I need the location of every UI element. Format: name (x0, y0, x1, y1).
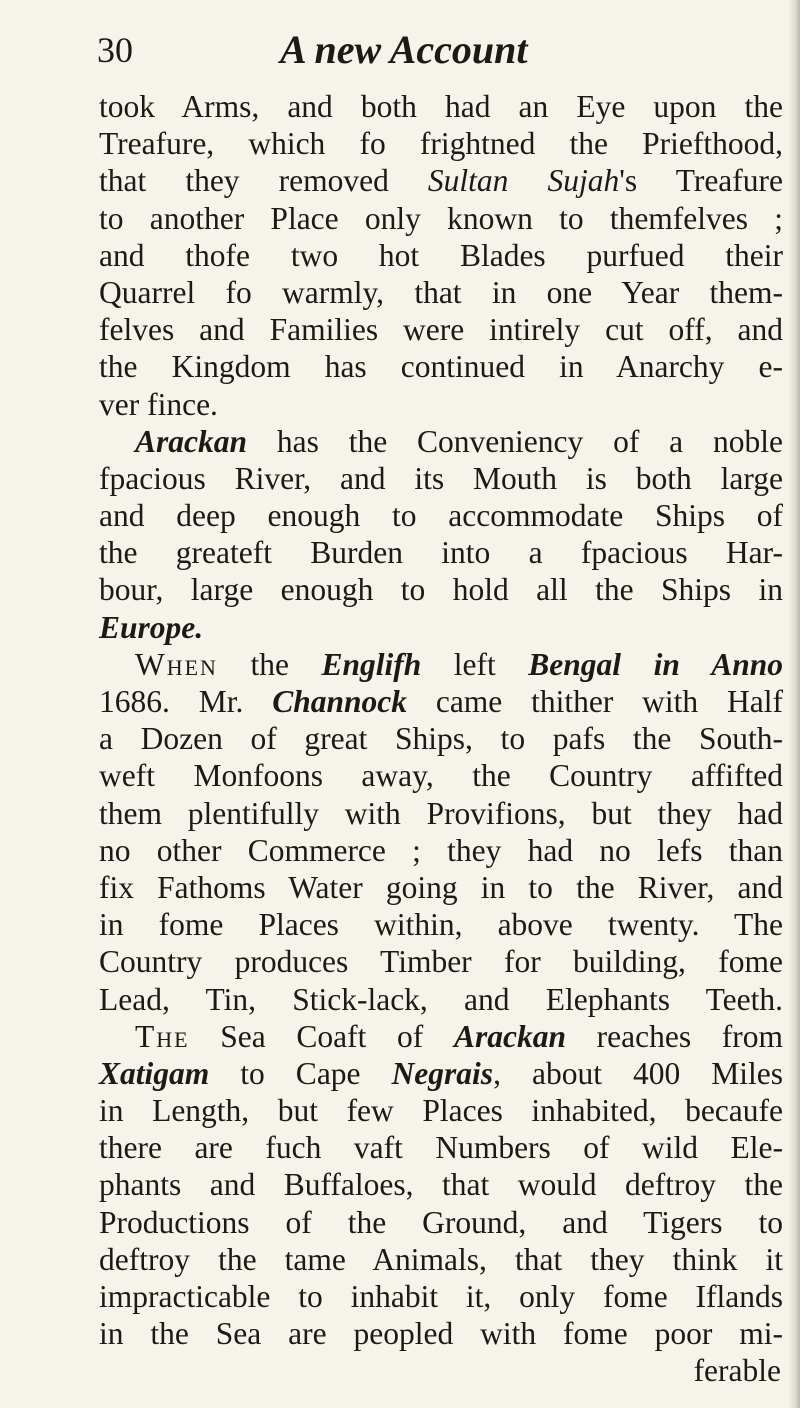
text-line-19: weft Monfoons away, the Country affifted (99, 758, 783, 794)
italic-name: Bengal in Anno (528, 646, 783, 682)
small-caps-word: When (135, 646, 218, 682)
body-text (99, 88, 783, 1390)
text-line-32: deftroy the tame Animals, that they think it (99, 1241, 783, 1277)
text-line-28: in Length, but few Places inhabited, becaufe (99, 1093, 783, 1129)
text-line-23: in fome Places within, above twenty. The (99, 907, 783, 943)
page-header (97, 22, 797, 82)
text-line-25: Lead, Tin, Stick-lack, and Elephants Teeth. (99, 981, 783, 1017)
text-line-3: that they removed Sultan Sujah's Treafure (99, 163, 783, 199)
text-line-15 (99, 609, 783, 646)
text-line-16: When the Englifh left Bengal in Anno (135, 646, 783, 682)
text-line-18: a Dozen of great Ships, to pafs the South- (99, 721, 783, 757)
text-line-2: Treafure, which fo frightned the Priefthood, (99, 126, 783, 162)
text-line-5: and thofe two hot Blades purfued their (99, 237, 783, 273)
text-line-20: them plentifully with Provifions, but they had (99, 795, 783, 831)
text-line-13: the greateft Burden into a fpacious Har- (99, 535, 783, 571)
text-line-30: phants and Buffaloes, that would deftroy the (99, 1167, 783, 1203)
text-line-33: impracticable to inhabit it, only fome Iflands (99, 1279, 783, 1314)
text-line-9: ver fince. (99, 386, 218, 422)
text-line-10: Arackan has the Conveniency of a noble (135, 423, 783, 459)
page-edge-shadow (788, 0, 800, 1408)
text-line-14: bour, large enough to hold all the Ships in (99, 572, 783, 608)
italic-name: Englifh (321, 646, 422, 682)
text-line-17: 1686. Mr. Channock came thither with Half (99, 684, 783, 719)
text-line-21: no other Commerce ; they had no lefs than (99, 832, 783, 868)
italic-name: Arackan (135, 423, 248, 459)
italic-name: Negrais (391, 1055, 494, 1091)
text-line-29: there are fuch vaft Numbers of wild Ele- (99, 1130, 783, 1166)
catchword: ferable (693, 1353, 781, 1389)
italic-name: Europe. (99, 609, 204, 645)
text-line-22: fix Fathoms Water going in to the River, and (99, 869, 783, 905)
text-line-34: in the Sea are peopled with fome poor mi- (99, 1316, 783, 1352)
text-line-4: to another Place only known to themfelves ; (99, 200, 783, 236)
small-caps-word: The (135, 1018, 190, 1054)
text-line-27: Xatigam to Cape Negrais, about 400 Miles (99, 1055, 783, 1091)
running-head: A new Account (280, 27, 528, 72)
italic-name: Channock (272, 684, 407, 719)
text-line-8: the Kingdom has continued in Anarchy e- (99, 349, 783, 385)
italic-name: Arackan (453, 1018, 566, 1054)
text-line-11: fpacious River, and its Mouth is both large (99, 460, 783, 496)
italic-name: Sultan Sujah (427, 163, 620, 199)
text-line-1: took Arms, and both had an Eye upon the (99, 89, 783, 124)
page-number: 30 (97, 30, 133, 70)
text-line-12: and deep enough to accommodate Ships of (99, 498, 783, 534)
text-line-24: Country produces Timber for building, fome (99, 944, 783, 980)
text-line-6: Quarrel fo warmly, that in one Year them- (99, 274, 783, 310)
italic-name: Xatigam (99, 1055, 210, 1091)
text-line-31: Productions of the Ground, and Tigers to (99, 1204, 783, 1240)
text-line-26: The Sea Coaft of Arackan reaches from (135, 1018, 783, 1054)
text-line-7: felves and Families were intirely cut off, and (99, 312, 783, 348)
